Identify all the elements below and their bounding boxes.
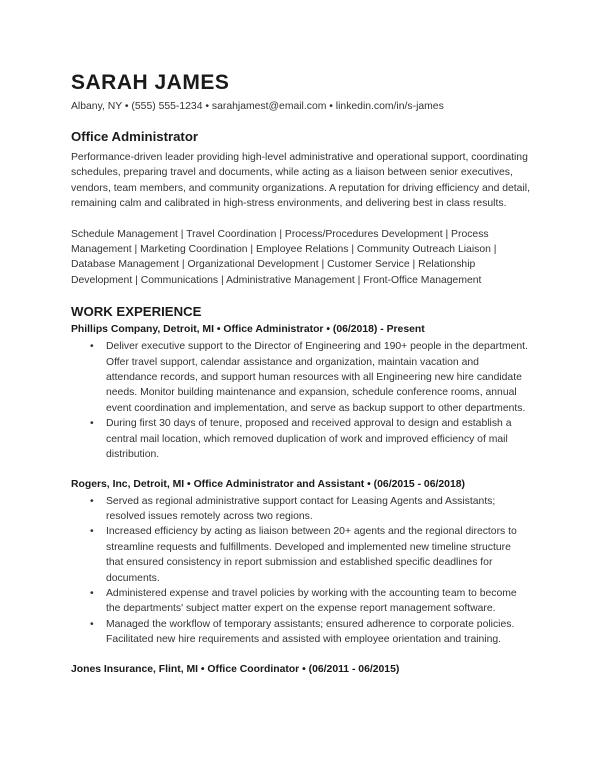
skills-list: Schedule Management | Travel Coordination | Process/Procedures Development | Process Management | Marketing Coordination | Employee Relations | Community Outreach Liaison | Database Management | Organizational Development | Customer Service | Relationship Development | Communications | Administrative Management | Front-Office Management bbox=[71, 228, 497, 286]
job-header: Rogers, Inc, Detroit, MI • Office Administrator and Assistant • (06/2015 - 06/2018) bbox=[71, 478, 465, 490]
job-bullet: • During first 30 days of tenure, proposed and received approval to design and establish a central mail location, which removed duplication of work and improved efficiency of mail distribution. bbox=[106, 416, 530, 462]
job-bullet: • Served as regional administrative support contact for Leasing Agents and Assistants; resolved issues remotely across two regions. bbox=[106, 494, 530, 525]
job-bullet: • Managed the workflow of temporary assistants; ensured adherence to corporate policies. Facilitated new hire requirements and assisted with employee orientation and training. bbox=[106, 617, 530, 648]
job-bullets bbox=[71, 494, 530, 648]
profile-title: Office Administrator bbox=[71, 129, 199, 144]
job-bullet: • Deliver executive support to the Director of Engineering and 190+ people in the department. Offer travel support, calendar assistance and organization, maintain vacation and attendance records, and support human resources with all Engineering new hire candidate needs. Monitor building maintenance and expansion, schedule conference rooms, annual event coordination and implementation, and serve as backup support to other departments. bbox=[106, 339, 530, 416]
job-bullets bbox=[71, 339, 530, 462]
work-experience-heading: WORK EXPERIENCE bbox=[71, 304, 202, 320]
job-bullet: • Administered expense and travel policies by working with the accounting team to become the departments' subject matter expert on the expense report management software. bbox=[106, 586, 530, 617]
contact-line: Albany, NY • (555) 555-1234 • sarahjamest@email.com • linkedin.com/in/s-james bbox=[71, 101, 444, 112]
profile-summary: Performance-driven leader providing high-level administrative and operational support, coordinating schedules, preparing travel and documents, while acting as a liaison between senior executives, vendors, team members, and community organizations. A reputation for driving efficiency and detail, remaining calm and calibrated in high-stress environments, and delivering best in class results. bbox=[71, 152, 530, 210]
job-header: Jones Insurance, Flint, MI • Office Coordinator • (06/2011 - 06/2015) bbox=[71, 663, 400, 675]
job-bullet: • Increased efficiency by acting as liaison between 20+ agents and the regional directors to streamline requests and fulfillments. Developed and implemented new timeline structure that ensured consistency in report submission and established specific deadlines for documents. bbox=[106, 524, 530, 586]
candidate-name: SARAH JAMES bbox=[71, 71, 230, 94]
job-header: Phillips Company, Detroit, MI • Office Administrator • (06/2018) - Present bbox=[71, 324, 425, 336]
